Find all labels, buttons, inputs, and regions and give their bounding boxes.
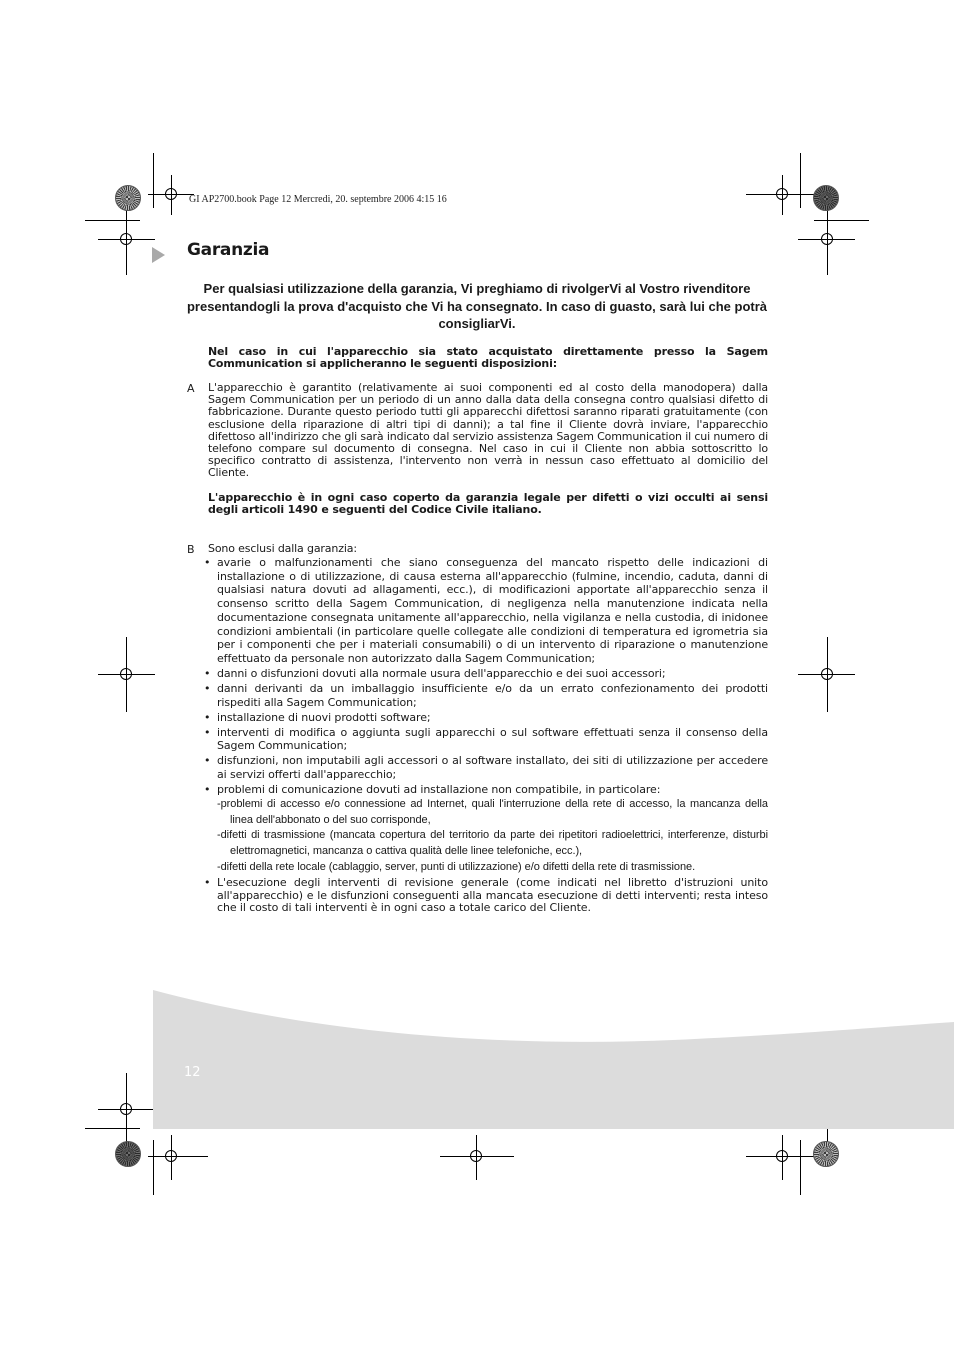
section-a-text: L'apparecchio è garantito (relativamente ai suoi componenti ed al costo della manodopera) dalla Sagem Communication per un periodo di un anno dalla data della consegna contro qualsiasi difetto di fabbricazione. Durante questo periodo tutti gli apparecchi difettosi saranno riparati gratuitamente (con esclusione della riparazione di altri tipi di danni); a tal fine il Cliente dovrà inviare, l'apparecchio difettoso all'indirizzo che gli sarà indicato dal servizio assistenza Sagem Communication il cui numero di telefono compare sul documento di consegna. Nel caso in cui il Cliente non abbia sottoscritto lo specifico contratto di assistenza, l'intervento non verrà in nessun caso effettuato al domicilio del Cliente. [208,381,768,480]
section-a-letter: A [187,382,195,395]
page-number: 12 [184,1065,201,1080]
sub-item: -problemi di accesso e/o connessione ad Internet, quali l'interruzione della rete di accesso, la mancanza della linea dell'abbonato o del suo corrisponde, [217,797,768,826]
triangle-right-icon [152,247,165,263]
list-item: • disfunzioni, non imputabili agli accessori o al software installato, dei siti di utilizzazione per accedere ai servizi offerti dall'apparecchio; [204,754,768,782]
legal-warranty-paragraph: L'apparecchio è in ogni caso coperto da garanzia legale per difetti o vizi occulti ai sensi degli articoli 1490 e seguenti del Codice Civile italiano. [208,491,768,517]
list-item: • L'esecuzione degli interventi di revisione generale (come indicati nel libretto d'istruzioni unito all'apparecchio) e le disfunzioni conseguenti alla mancata esecuzione di detti interventi; resta inteso che il costo di tali interventi è in ogni caso a totale carico del Cliente. [204,876,768,915]
list-item: • avarie o malfunzionamenti che siano conseguenza del mancato rispetto delle indicazioni di installazione o di utilizzazione, di causa esterna all'apparecchio (fulmine, incendio, caduta, danni di qualsiasi natura dovuti ad allagamenti, ecc.), di modificazioni apportate all'apparecchio senza il consenso scritto della Sagem Communication, di negligenza nella manutenzione indicata nella documentazione consegnata unitamente all'apparecchio, nella vigilanza e nella custodia, di inidonee condizioni ambientali (in particolare quelle collegate alle condizioni di temperatura ed igrometria sia per i componenti che per i materiali consumabili) o di un intervento di riparazione o manutenzione effettuato da personale non autorizzato dalla Sagem Communication; [204,556,768,665]
list-item: • interventi di modifica o aggiunta sugli apparecchi o sul software effettuati senza il consenso della Sagem Communication; [204,725,768,753]
color-rosette-icon [813,185,839,211]
exclusions-list [203,556,768,916]
section-b-letter: B [187,543,195,556]
intro-paragraph: Per qualsiasi utilizzazione della garanzia, Vi preghiamo di rivolgerVi al Vostro rivenditore presentandogli la prova d'acquisto che Vi ha consegnato. In caso di guasto, sarà lui che potrà consigliarVi. [186,281,768,331]
print-file-header: GI AP2700.book Page 12 Mercredi, 20. septembre 2006 4:15 16 [189,194,447,205]
color-rosette-icon [115,1141,141,1167]
section-title: Garanzia [187,240,270,260]
section-b-lead: Sono esclusi dalla garanzia: [208,542,357,555]
footer-band [153,990,954,1129]
direct-purchase-paragraph: Nel caso in cui l'apparecchio sia stato acquistato direttamente presso la Sagem Communication si applicheranno le seguenti disposizioni: [208,345,768,371]
list-item: • danni o disfunzioni dovuti alla normale usura dell'apparecchio e dei suoi accessori; [204,666,666,680]
list-item: • problemi di comunicazione dovuti ad installazione non compatibile, in particolare: -problemi di accesso e/o connessione ad Internet, quali l'interruzione della rete di accesso, la mancanza della linea dell'abbonato o del suo corrisponde, -difetti di trasmissione (mancata copertura del territorio da parte dei ripetitori radioelettrici, interferenze, disturbi elettromagnetici, mancanza o cattiva qualità delle linee telefoniche, ecc.), -difetti della rete locale (cablaggio, server, punti di utilizzazione) e/o difetti della rete di trasmissione. [203,783,768,876]
color-rosette-icon [115,185,141,211]
color-rosette-icon [813,1141,839,1167]
sub-item: -difetti della rete locale (cablaggio, server, punti di utilizzazione) e/o difetti della rete di trasmissione. [217,860,696,873]
sub-item: -difetti di trasmissione (mancata copertura del territorio da parte dei ripetitori radioelettrici, interferenze, disturbi elettromagnetici, mancanza o cattiva qualità delle linee telefoniche, ecc.), [217,829,768,858]
list-item: • danni derivanti da un imballaggio insufficiente e/o da un errato confezionamento dei prodotti rispediti alla Sagem Communication; [204,681,768,709]
list-item: • installazione di nuovi prodotti software; [204,710,431,724]
